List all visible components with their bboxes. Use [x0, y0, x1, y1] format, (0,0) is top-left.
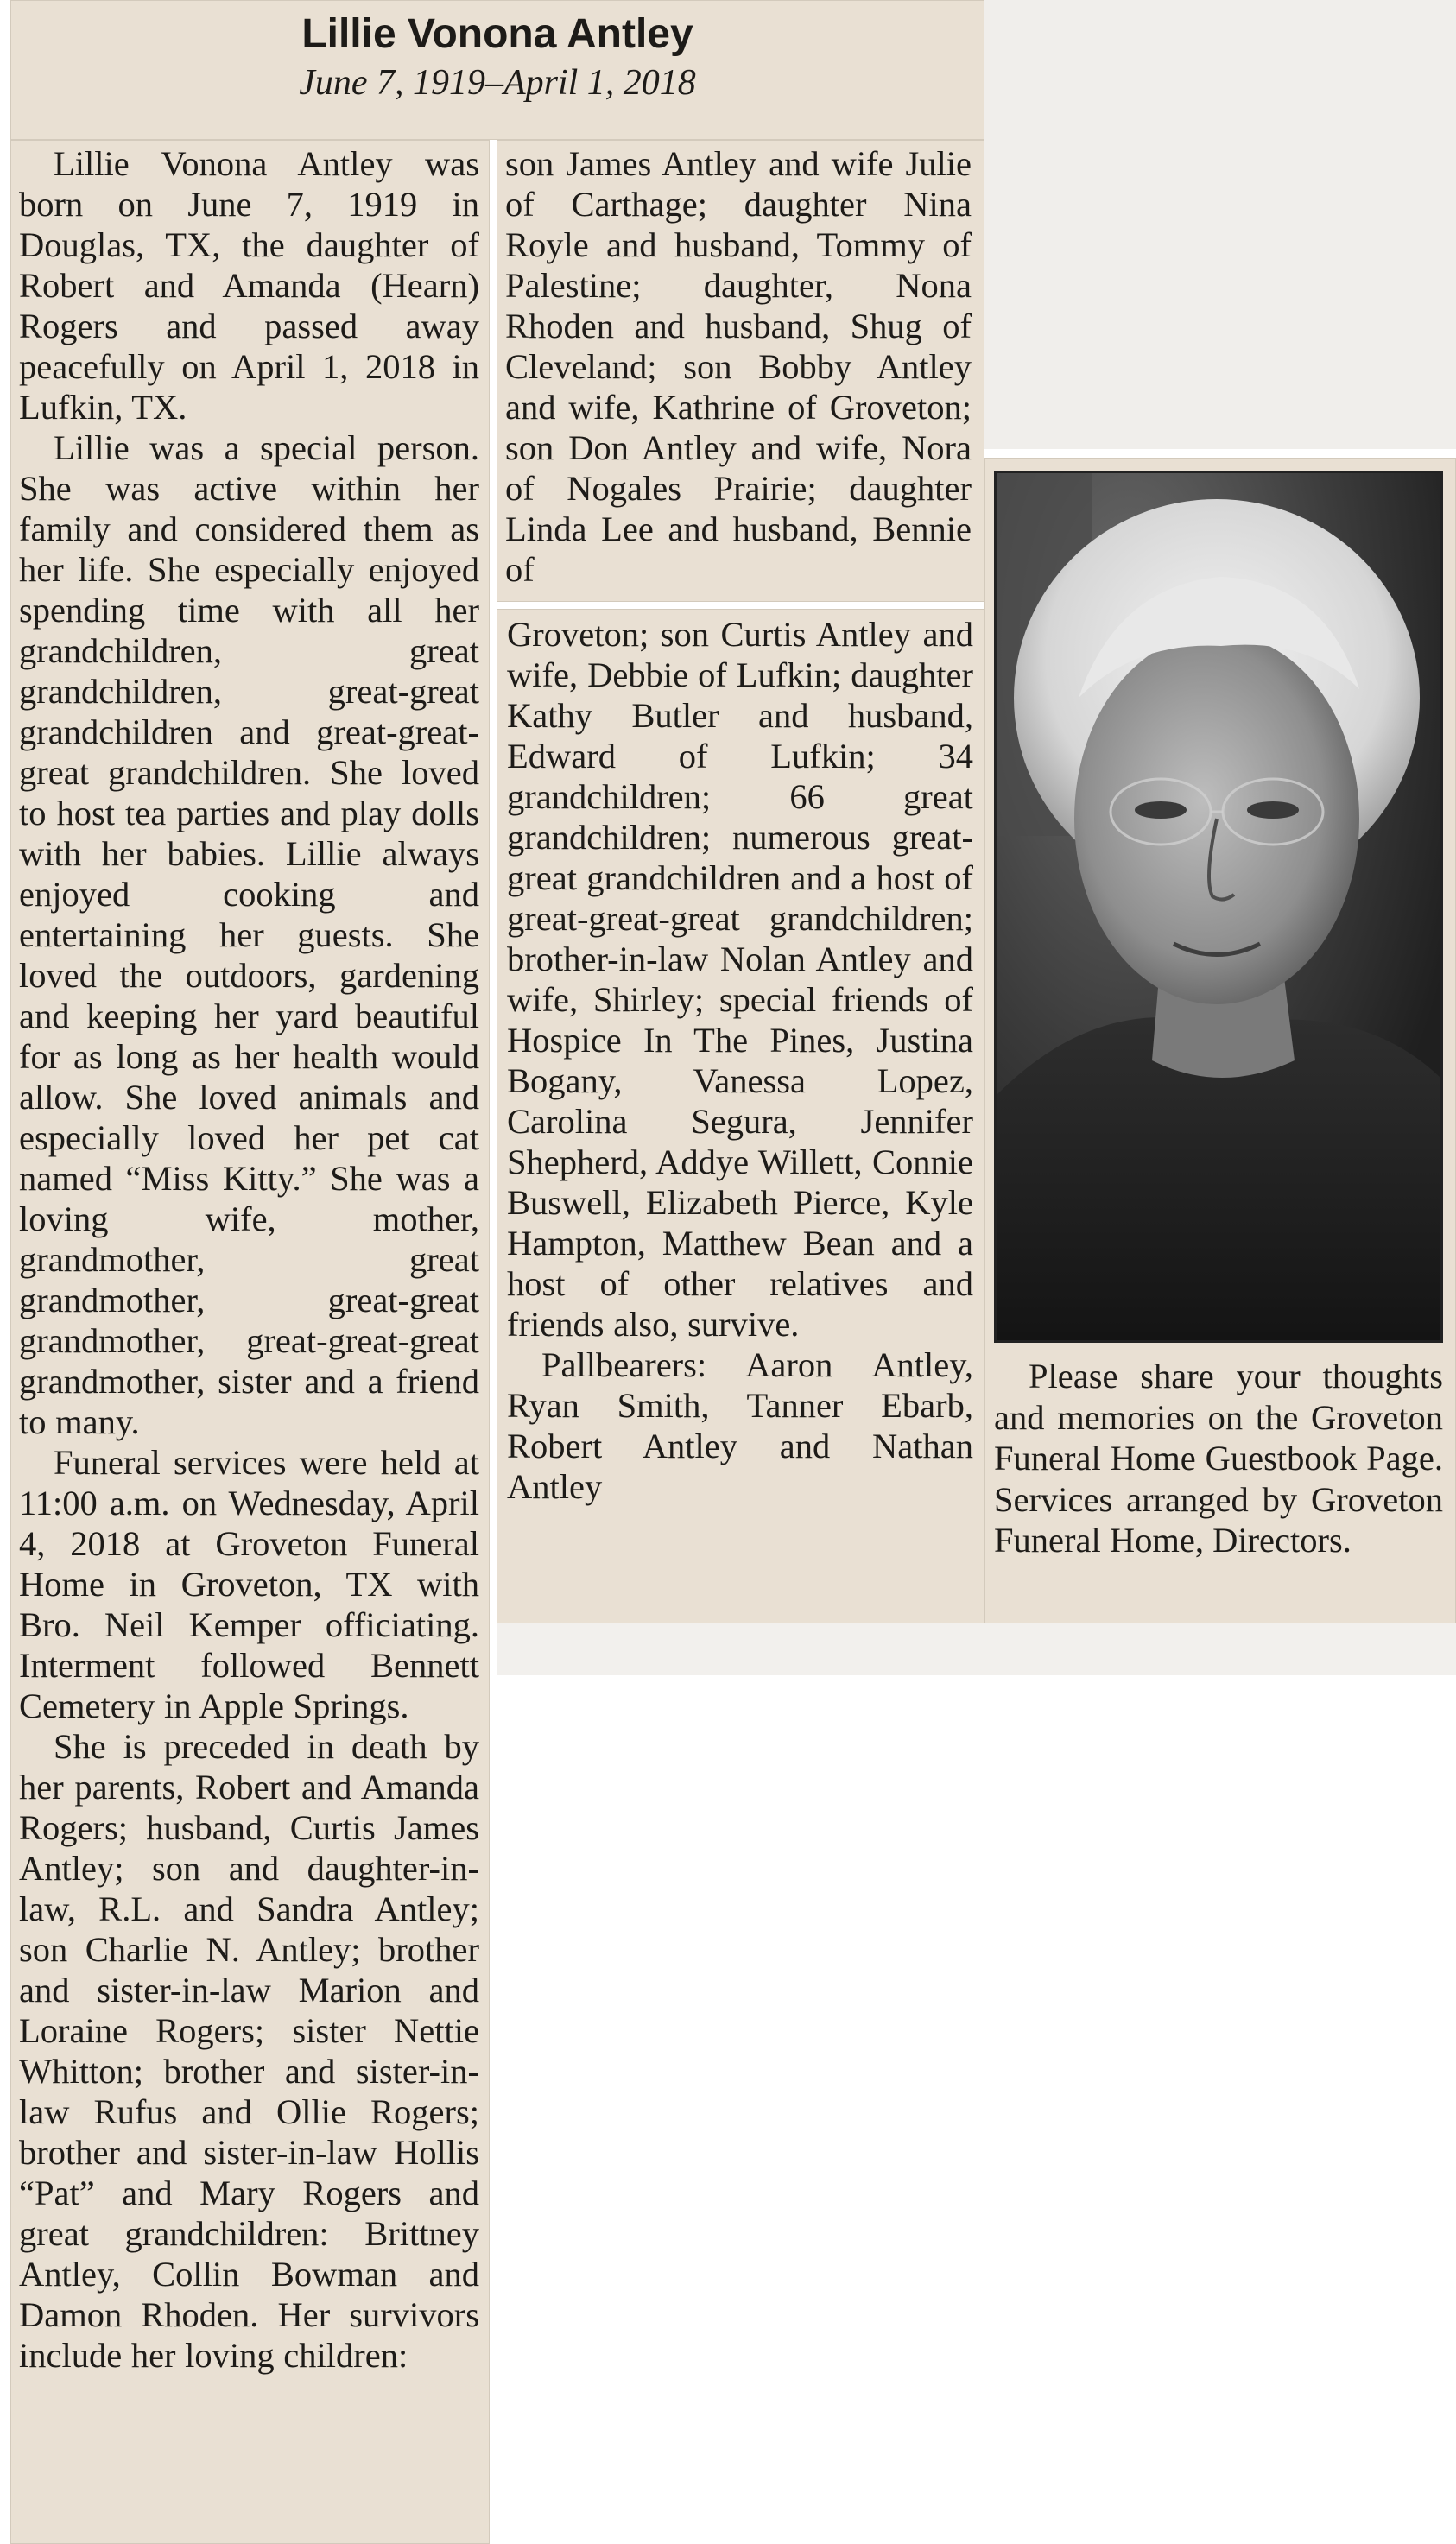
biography-paragraph-birth: Lillie Vonona Antley was born on June 7, 1919 in Douglas, TX, the daughter of Robert and Amanda (Hearn) Rogers and passed away peacefully on April 1, 2018 in Lufkin, TX. [19, 144, 479, 427]
obituary-dates: June 7, 1919–April 1, 2018 [299, 63, 696, 103]
portrait-photo-image [997, 473, 1440, 1340]
obituary-column-2-bottom [497, 609, 984, 1623]
scan-background-top-right [984, 0, 1456, 449]
funeral-services-paragraph: Funeral services were held at 11:00 a.m. on Wednesday, April 4, 2018 at Groveton Funeral Home in Groveton, TX with Bro. Neil Kemper officiating. Interment followed Bennett Cemetery in Apple Springs. [19, 1443, 479, 1725]
obituary-column-2-top [497, 140, 984, 602]
obituary-title: Lillie Vonona Antley [301, 11, 693, 57]
survivors-paragraph-continued: Groveton; son Curtis Antley and wife, Debbie of Lufkin; daughter Kathy Butler and husband, Edward of Lufkin; 34 grandchildren; 66 great grandchildren; numerous great-great grandchildren and a host of great-great-great grandchildren; brother-in-law Nolan Antley and wife, Shirley; special friends of Hospice In The Pines, Justina Bogany, Vanessa Lopez, Carolina Segura, Jennifer Shepherd, Addye Willett, Connie Buswell, Elizabeth Pierce, Kyle Hampton, Matthew Bean and a host of other relatives and friends also, survive. [507, 615, 973, 1344]
survivors-paragraph-start: son James Antley and wife Julie of Carthage; daughter Nina Royle and husband, Tommy of Palestine; daughter, Nona Rhoden and husband, Shug of Cleveland; son Bobby Antley and wife, Kathrine of Groveton; son Don Antley and wife, Nora of Nogales Prairie; daughter Linda Lee and husband, Bennie of [505, 144, 972, 589]
obituary-header [10, 0, 984, 140]
photo-caption-block [994, 1356, 1443, 1561]
pallbearers-paragraph: Pallbearers: Aaron Antley, Ryan Smith, Tanner Ebarb, Robert Antley and Nathan Antley [507, 1345, 973, 1506]
guestbook-caption: Please share your thoughts and memories on the Groveton Funeral Home Guestbook Page. Services arranged by Groveton Funeral Home, Directors. [994, 1357, 1443, 1560]
biography-paragraph-life: Lillie was a special person. She was active within her family and considered them as her life. She especially enjoyed spending time with all her grandchildren, great grandchildren, great-great grandchildren and great-great-great grandchildren. She loved to host tea parties and play dolls with her babies. Lillie always enjoyed cooking and entertaining her guests. She loved the outdoors, gardening and keeping her yard beautiful for as long as her health would allow. She loved animals and especially loved her pet cat named “Miss Kitty.” She was a loving wife, mother, grandmother, great grandmother, great-great grandmother, great-great-great grandmother, sister and a friend to many. [19, 428, 479, 1441]
obituary-column-1 [10, 140, 490, 2544]
scan-background-strip [497, 1623, 1456, 1675]
portrait-photo [994, 471, 1443, 1343]
preceded-in-death-paragraph: She is preceded in death by her parents, Robert and Amanda Rogers; husband, Curtis James Antley; son and daughter-in-law, R.L. and Sandra Antley; son Charlie N. Antley; brother and sister-in-law Marion and Loraine Rogers; sister Nettie Whitton; brother and sister-in-law Rufus and Ollie Rogers; brother and sister-in-law Hollis “Pat” and Mary Rogers and great grandchildren: Brittney Antley, Collin Bowman and Damon Rhoden. Her survivors include her loving children: [19, 1727, 479, 2375]
